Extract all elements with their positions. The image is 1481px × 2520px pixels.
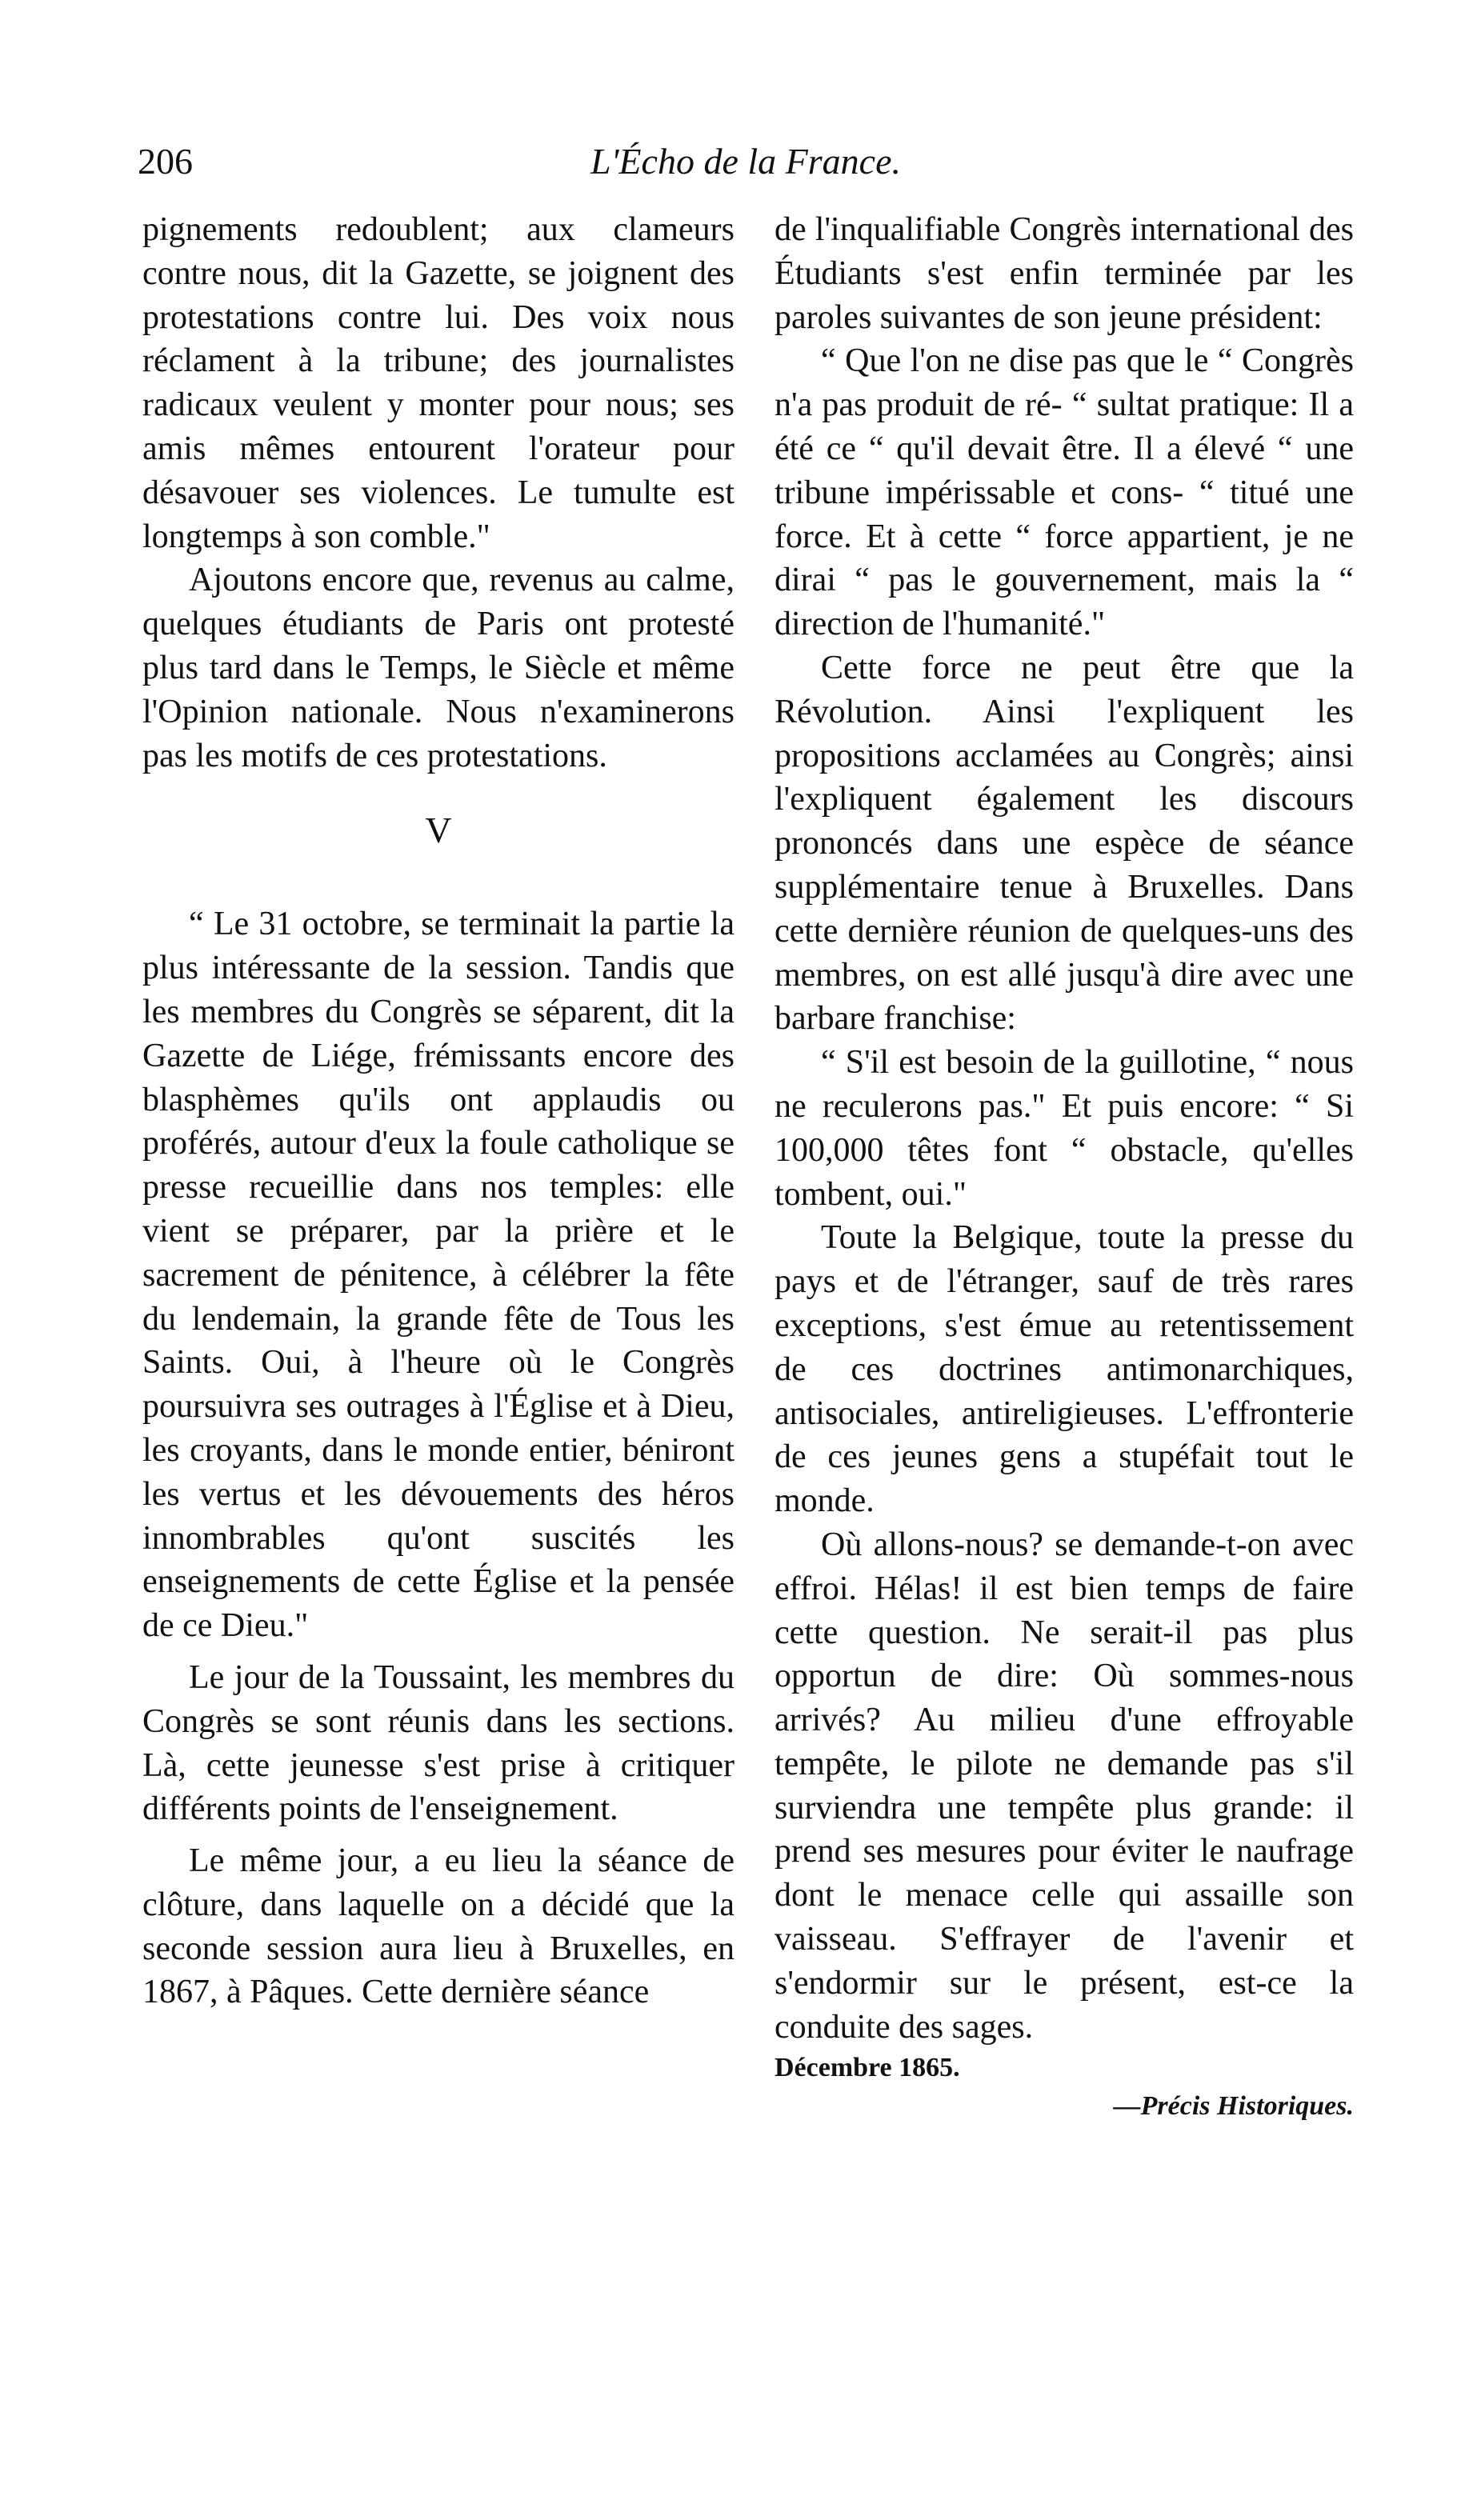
left-paragraph-1: pignements redoublent; aux clameurs contre nous, dit la Gazette, se joignent des protestations contre lui. Des voix nous réclament à la tribune; des journalistes radicaux veulent y monter pour nous; ses amis mêmes entourent l'orateur pour désavouer ses violences. Le tumulte est longtemps à son comble." — [142, 211, 734, 555]
date-line: Décembre 1865. — [775, 2053, 960, 2083]
left-paragraph-2: Ajoutons encore que, revenus au calme, quelques étudiants de Paris ont protesté plus tard dans le Temps, le Siècle et même l'Opinion nationale. Nous n'examinerons pas les motifs de ces protestations. — [142, 562, 734, 774]
right-paragraph-5: Toute la Belgique, toute la presse du pays et de l'étranger, sauf de très rares exceptions, s'est émue au retentissement de ces doctrines antimonarchiques, antisociales, antireligieuses. L'effronterie de ces jeunes gens a stupéfait tout le monde. — [775, 1219, 1354, 1520]
section-heading: V — [425, 810, 452, 851]
right-quote-speech: “ Que l'on ne dise pas que le “ Congrès n'a pas produit de ré- “ sultat pratique: Il a été ce “ qu'il devait être. Il a élevé “ une tribune impérissable et cons- “ titué une force. Et à cette “ force appartient, je ne dirai “ pas le gouvernement, mais la “ direction de l'humanité." — [775, 342, 1354, 643]
left-paragraph-4: Le jour de la Toussaint, les membres du Congrès se sont réunis dans les sections. Là, cette jeunesse s'est prise à critiquer différents points de l'enseignement. — [142, 1658, 734, 1828]
right-paragraph-3: Cette force ne peut être que la Révolution. Ainsi l'expliquent les propositions acclamées au Congrès; ainsi l'expliquent également les discours prononcés dans une espèce de séance supplémentaire tenue à Bruxelles. Dans cette dernière réunion de quelques-uns des membres, on est allé jusqu'à dire avec une barbare franchise: — [775, 649, 1354, 1038]
left-paragraph-5: Le même jour, a eu lieu la séance de clôture, dans laquelle on a décidé que la seconde session aura lieu à Bruxelles, en 1867, à Pâques. Cette dernière séance — [142, 1842, 734, 2011]
right-paragraph-6: Où allons-nous? se demande-t-on avec effroi. Hélas! il est bien temps de faire cette question. Ne serait-il pas plus opportun de dire: Où sommes-nous arrivés? Au milieu d'une effroyable tempête, le pilote ne demande pas s'il surviendra une tempête plus grande: il prend ses mesures pour éviter le naufrage dont le menace celle qui assaille son vaisseau. S'effrayer de l'avenir et s'endormir sur le présent, est-ce la conduite des sages. — [775, 1526, 1354, 2046]
left-paragraph-3: “ Le 31 octobre, se terminait la partie la plus intéressante de la session. Tandis que les membres du Congrès se séparent, dit la Gazette de Liége, frémissants encore des blasphèmes qu'ils ont applaudis ou proférés, autour d'eux la foule catholique se presse recueillie dans nos temples: elle vient se préparer, par la prière et le sacrement de pénitence, à célébrer la fête du lendemain, la grande fête de Tous les Saints. Oui, à l'heure où le Congrès poursuivra ses outrages à l'Église et à Dieu, les croyants, dans le monde entier, béniront les vertus et les dévouements des héros innombrables qu'ont suscités les enseignements de cette Église et la pensée de ce Dieu." — [142, 906, 734, 1645]
source-attribution: —Précis Historiques. — [1113, 2091, 1354, 2122]
left-column — [142, 208, 734, 2014]
running-head — [138, 138, 1354, 186]
page-number: 206 — [138, 141, 193, 182]
right-quote-guillotine: “ S'il est besoin de la guillotine, “ nous ne reculerons pas." Et puis encore: “ Si 100,000 têtes font “ obstacle, qu'elles tombent, oui." — [775, 1044, 1354, 1213]
running-title: L'Écho de la France. — [590, 141, 901, 182]
right-paragraph-1: de l'inqualifiable Congrès international des Étudiants s'est enfin terminée par les paroles suivantes de son jeune président: — [775, 211, 1354, 336]
right-column — [775, 208, 1354, 2126]
